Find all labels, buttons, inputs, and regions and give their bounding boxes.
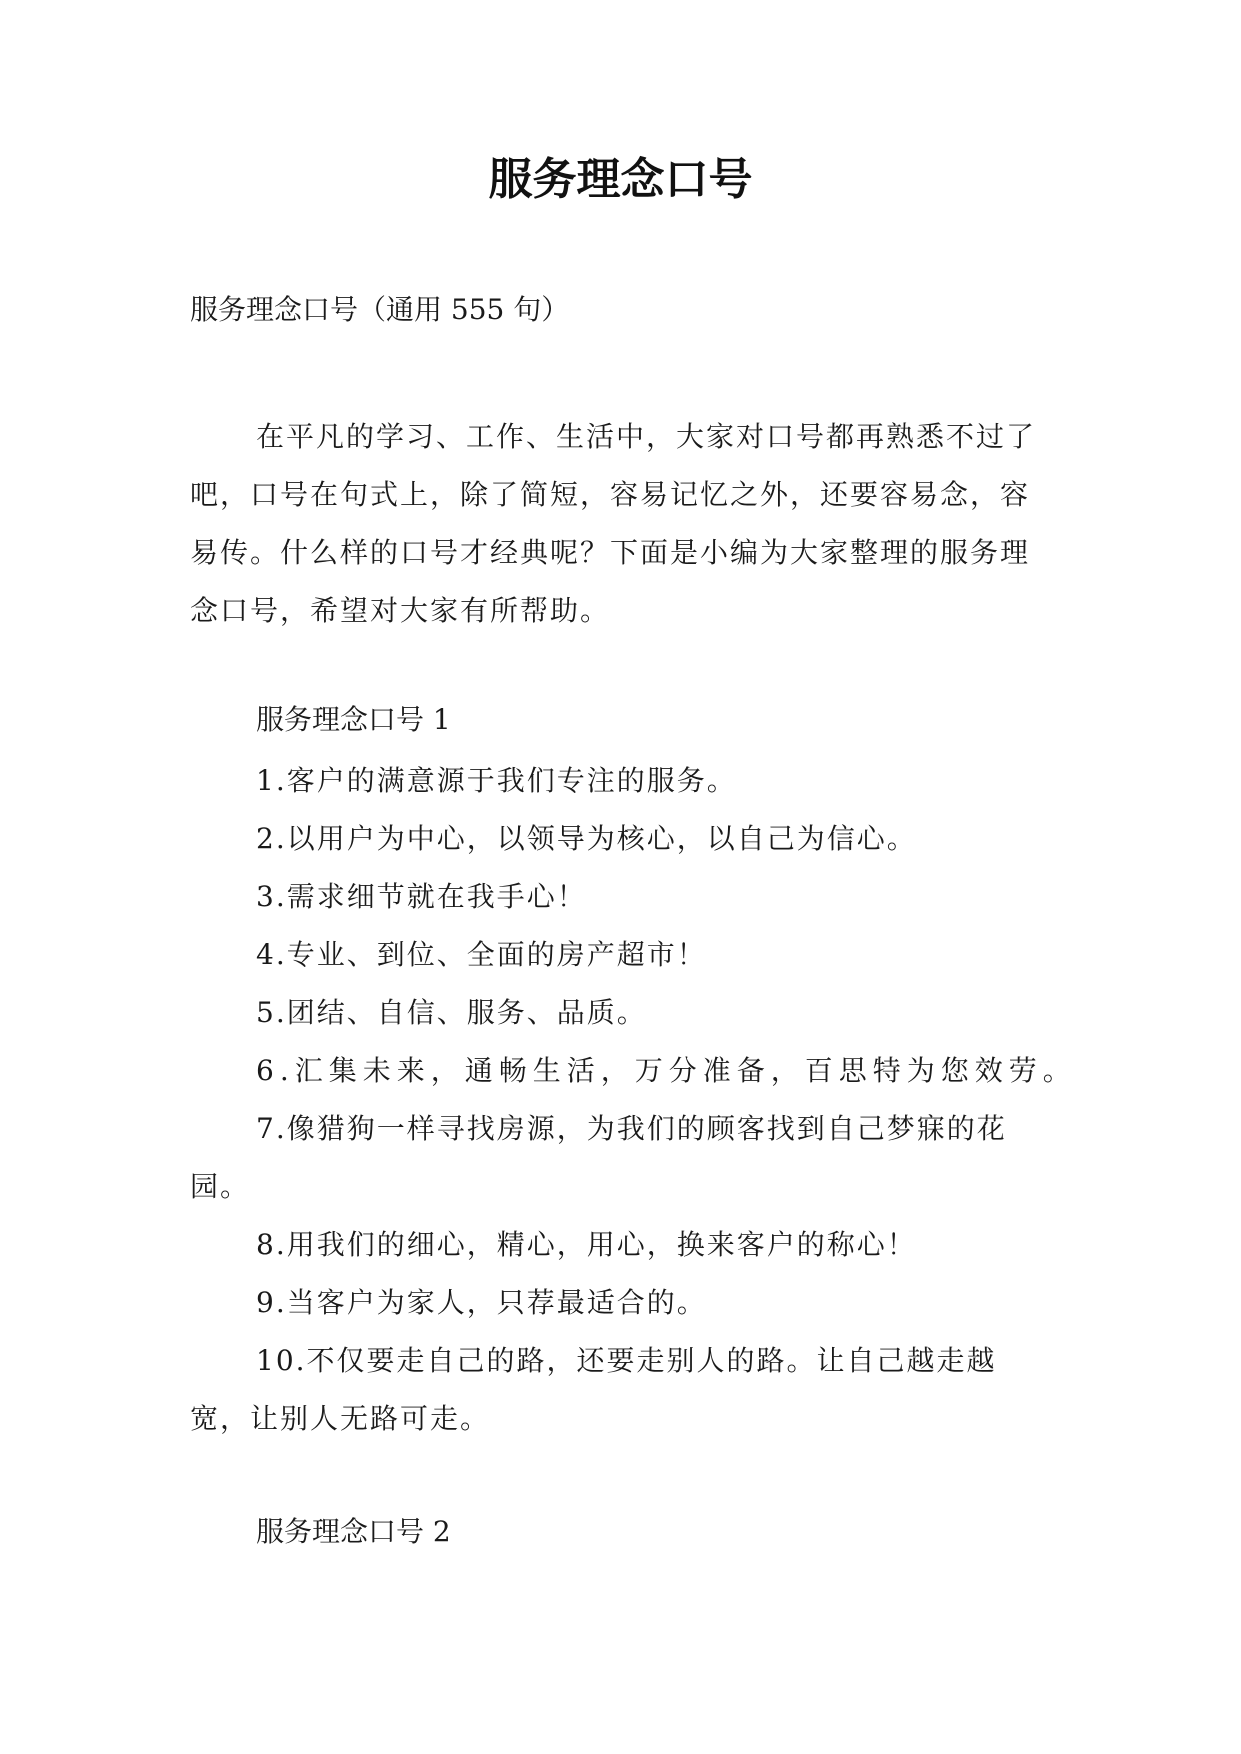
section-heading-2: 服务理念口号 2: [256, 1515, 451, 1548]
list-item: 10.不仅要走自己的路，还要走别人的路。让自己越走越宽，让别人无路可走。: [190, 1344, 997, 1435]
document-title: 服务理念口号: [488, 154, 753, 205]
list-item: 2.以用户为中心，以领导为核心，以自己为信心。: [256, 822, 917, 855]
list-item: 1.客户的满意源于我们专注的服务。: [256, 764, 737, 797]
document-subtitle: 服务理念口号（通用 555 句）: [190, 293, 570, 326]
list-item: 7.像猎狗一样寻找房源，为我们的顾客找到自己梦寐的花园。: [190, 1112, 1007, 1203]
list-item: 9.当客户为家人，只荐最适合的。: [256, 1286, 707, 1319]
slogan-list-1: [190, 752, 1077, 1448]
list-item: 4.专业、到位、全面的房产超市！: [256, 938, 707, 971]
intro-paragraph: 在平凡的学习、工作、生活中，大家对口号都再熟悉不过了吧，口号在句式上，除了简短，容易记忆之外，还要容易念，容易传。什么样的口号才经典呢？下面是小编为大家整理的服务理念口号，希望对大家有所帮助。: [190, 420, 1037, 627]
list-item: 8.用我们的细心，精心，用心，换来客户的称心！: [256, 1228, 917, 1261]
list-item: 3.需求细节就在我手心！: [256, 880, 587, 913]
list-item: 5.团结、自信、服务、品质。: [256, 996, 647, 1029]
list-item: 6.汇集未来，通畅生活，万分准备，百思特为您效劳。: [256, 1054, 1077, 1087]
section-heading-1: 服务理念口号 1: [256, 703, 451, 736]
